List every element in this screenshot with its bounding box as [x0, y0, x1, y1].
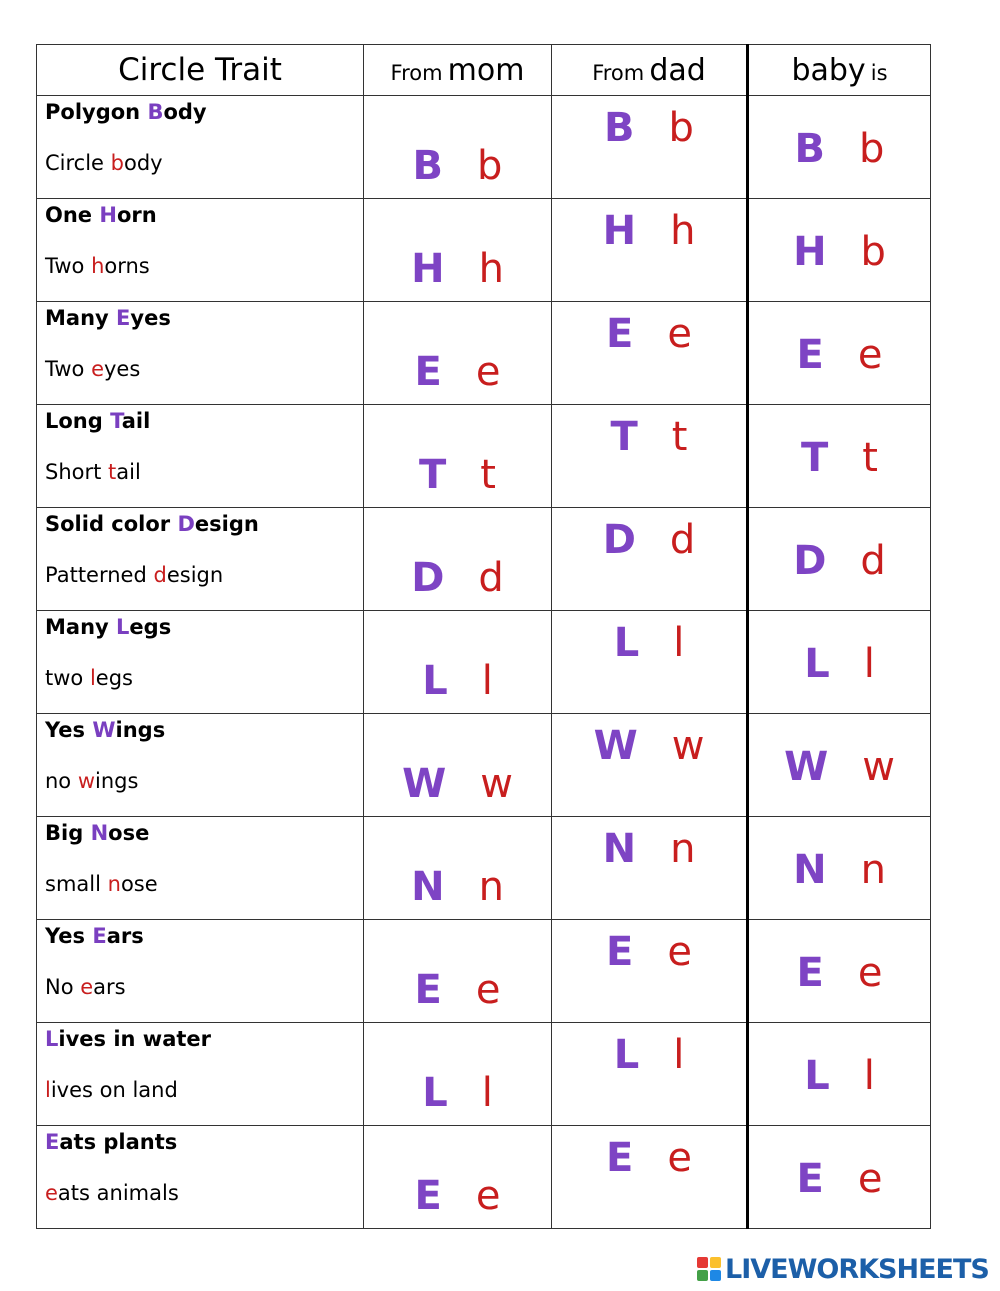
- mom-allele-cell: [364, 1126, 552, 1229]
- baby-allele-pair: [749, 435, 930, 481]
- dad-allele-1: E: [606, 311, 634, 357]
- dominant-trait-text: One: [45, 203, 100, 227]
- dad-allele-cell: [552, 1126, 748, 1229]
- logo-square-yellow: [710, 1257, 721, 1268]
- dad-allele-pair: [552, 517, 746, 563]
- mom-allele-pair: [364, 452, 551, 498]
- dominant-trait: [45, 615, 171, 639]
- dominant-trait-text: Yes: [45, 718, 93, 742]
- trait-cell: [37, 302, 364, 405]
- recessive-trait: [45, 1181, 179, 1205]
- recessive-trait-text: ives on land: [50, 1078, 178, 1102]
- dominant-trait-text: ings: [115, 718, 166, 742]
- dad-allele-cell: [552, 302, 748, 405]
- baby-allele-2: l: [863, 641, 875, 687]
- baby-allele-2: n: [860, 847, 886, 893]
- logo-square-green: [697, 1270, 708, 1281]
- baby-allele-2: d: [860, 538, 886, 584]
- recessive-trait-letter: w: [77, 769, 96, 793]
- recessive-trait-text: no: [45, 769, 78, 793]
- dominant-trait-text: egs: [129, 615, 172, 639]
- dominant-trait-text: Solid color: [45, 512, 178, 536]
- dad-allele-pair: [552, 723, 746, 769]
- baby-allele-pair: [749, 1156, 930, 1202]
- dad-allele-cell: [552, 508, 748, 611]
- baby-allele-1: E: [796, 1156, 824, 1202]
- mom-allele-pair: [364, 864, 551, 910]
- trait-cell: [37, 508, 364, 611]
- baby-allele-cell: [748, 96, 931, 199]
- baby-allele-pair: [749, 950, 930, 996]
- dominant-trait: [45, 409, 150, 433]
- table-row: [37, 405, 931, 508]
- recessive-trait-text: Circle: [45, 151, 111, 175]
- dad-allele-pair: [552, 1135, 746, 1181]
- dad-allele-cell: [552, 405, 748, 508]
- dad-allele-cell: [552, 714, 748, 817]
- dominant-trait-letter: N: [90, 821, 109, 845]
- recessive-trait: [45, 1078, 178, 1102]
- baby-allele-cell: [748, 1023, 931, 1126]
- table-row: [37, 302, 931, 405]
- table-row: [37, 1126, 931, 1229]
- trait-cell: [37, 405, 364, 508]
- baby-allele-pair: [749, 1053, 930, 1099]
- recessive-trait: [45, 666, 133, 690]
- dad-allele-pair: [552, 826, 746, 872]
- dad-allele-1: L: [613, 620, 640, 666]
- trait-cell: [37, 1023, 364, 1126]
- dad-allele-pair: [552, 311, 746, 357]
- dad-allele-1: H: [602, 208, 637, 254]
- trait-cell: [37, 714, 364, 817]
- baby-allele-cell: [748, 714, 931, 817]
- baby-allele-pair: [749, 641, 930, 687]
- mom-allele-2: e: [475, 1173, 501, 1219]
- table-row: [37, 96, 931, 199]
- baby-allele-1: E: [796, 950, 824, 996]
- trait-cell: [37, 611, 364, 714]
- dominant-trait-text: ail: [121, 409, 151, 433]
- mom-allele-pair: [364, 967, 551, 1013]
- dad-allele-2: n: [670, 826, 696, 872]
- dominant-trait-text: ose: [108, 821, 150, 845]
- dad-allele-pair: [552, 208, 746, 254]
- table-row: [37, 920, 931, 1023]
- table-row: [37, 199, 931, 302]
- dominant-trait-text: ats plants: [59, 1130, 178, 1154]
- header-dad: [552, 45, 748, 96]
- mom-allele-1: E: [414, 349, 442, 395]
- mom-allele-2: e: [475, 349, 501, 395]
- baby-allele-2: l: [863, 1053, 875, 1099]
- dad-allele-cell: [552, 1023, 748, 1126]
- mom-allele-1: L: [422, 1070, 448, 1116]
- mom-allele-2: l: [481, 658, 493, 704]
- dad-allele-cell: [552, 199, 748, 302]
- dad-allele-cell: [552, 817, 748, 920]
- dominant-trait-letter: E: [116, 306, 131, 330]
- recessive-trait: [45, 872, 158, 896]
- dominant-trait: [45, 1130, 177, 1154]
- mom-allele-cell: [364, 714, 552, 817]
- dad-allele-1: E: [606, 929, 634, 975]
- mom-allele-1: L: [422, 658, 448, 704]
- dad-allele-1: W: [593, 723, 638, 769]
- mom-allele-2: e: [475, 967, 501, 1013]
- recessive-trait-text: two: [45, 666, 90, 690]
- dad-allele-1: T: [610, 414, 638, 460]
- mom-allele-2: n: [478, 864, 504, 910]
- recessive-trait-text: ail: [116, 460, 141, 484]
- mom-allele-2: t: [480, 452, 496, 498]
- recessive-trait-text: Two: [45, 254, 92, 278]
- table-row: [37, 714, 931, 817]
- recessive-trait: [45, 357, 140, 381]
- dad-allele-pair: [552, 620, 746, 666]
- mom-allele-1: W: [402, 761, 447, 807]
- recessive-trait-letter: n: [107, 872, 121, 896]
- recessive-trait-letter: e: [80, 975, 94, 999]
- dad-allele-2: d: [669, 517, 696, 563]
- mom-allele-cell: [364, 96, 552, 199]
- table-row: [37, 508, 931, 611]
- recessive-trait-text: Patterned: [45, 563, 154, 587]
- dominant-trait: [45, 924, 144, 948]
- baby-allele-pair: [749, 538, 930, 584]
- baby-allele-cell: [748, 405, 931, 508]
- dominant-trait-letter: L: [45, 1027, 59, 1051]
- header-trait-label: Circle Trait: [118, 52, 282, 88]
- recessive-trait-text: yes: [103, 357, 141, 381]
- mom-allele-1: H: [411, 246, 445, 292]
- dad-allele-cell: [552, 920, 748, 1023]
- recessive-trait-text: egs: [95, 666, 133, 690]
- header-baby-word: baby: [791, 52, 866, 88]
- baby-allele-cell: [748, 611, 931, 714]
- trait-cell: [37, 817, 364, 920]
- baby-allele-pair: [749, 229, 930, 275]
- dominant-trait-letter: W: [92, 718, 116, 742]
- recessive-trait-letter: l: [89, 666, 96, 690]
- header-mom-prefix: From: [390, 60, 443, 85]
- mom-allele-cell: [364, 199, 552, 302]
- dominant-trait-letter: D: [177, 512, 195, 536]
- recessive-trait-text: ats animals: [57, 1181, 179, 1205]
- logo-square-blue: [710, 1270, 721, 1281]
- dad-allele-pair: [552, 105, 746, 151]
- dad-allele-cell: [552, 611, 748, 714]
- recessive-trait: [45, 769, 138, 793]
- recessive-trait: [45, 975, 126, 999]
- header-baby-suffix: is: [870, 60, 888, 85]
- dad-allele-2: e: [667, 311, 692, 357]
- recessive-trait-letter: e: [91, 357, 104, 381]
- dad-allele-2: h: [670, 208, 696, 254]
- recessive-trait-text: Two: [45, 357, 92, 381]
- baby-allele-cell: [748, 302, 931, 405]
- baby-allele-2: t: [862, 435, 878, 481]
- mom-allele-pair: [364, 143, 551, 189]
- dominant-trait-letter: L: [116, 615, 130, 639]
- dominant-trait: [45, 203, 157, 227]
- baby-allele-1: W: [784, 744, 829, 790]
- mom-allele-cell: [364, 302, 552, 405]
- mom-allele-2: l: [481, 1070, 493, 1116]
- logo-mark-icon: [697, 1257, 721, 1281]
- dominant-trait-text: ives in water: [58, 1027, 211, 1051]
- dad-allele-2: l: [673, 620, 685, 666]
- recessive-trait-letter: e: [45, 1181, 58, 1205]
- dominant-trait: [45, 306, 171, 330]
- dad-allele-pair: [552, 414, 746, 460]
- mom-allele-1: T: [419, 452, 447, 498]
- dad-allele-1: D: [602, 517, 636, 563]
- baby-allele-1: T: [801, 435, 829, 481]
- dominant-trait-text: yes: [130, 306, 171, 330]
- recessive-trait: [45, 460, 141, 484]
- mom-allele-1: B: [412, 143, 444, 189]
- mom-allele-cell: [364, 508, 552, 611]
- baby-allele-1: L: [804, 1053, 830, 1099]
- dominant-trait-letter: E: [92, 924, 107, 948]
- dominant-trait-text: Many: [45, 306, 117, 330]
- baby-allele-1: L: [804, 641, 830, 687]
- trait-cell: [37, 920, 364, 1023]
- dominant-trait-letter: T: [110, 409, 122, 433]
- baby-allele-cell: [748, 817, 931, 920]
- baby-allele-pair: [749, 847, 930, 893]
- recessive-trait-text: ose: [120, 872, 158, 896]
- dominant-trait-letter: H: [99, 203, 117, 227]
- mom-allele-cell: [364, 817, 552, 920]
- header-trait: [37, 45, 364, 96]
- baby-allele-2: b: [859, 126, 885, 172]
- logo-square-red: [697, 1257, 708, 1268]
- mom-allele-1: D: [411, 555, 445, 601]
- dominant-trait-text: ars: [106, 924, 144, 948]
- recessive-trait: [45, 563, 223, 587]
- mom-allele-pair: [364, 658, 551, 704]
- recessive-trait-letter: t: [108, 460, 117, 484]
- baby-allele-cell: [748, 920, 931, 1023]
- mom-allele-cell: [364, 920, 552, 1023]
- mom-allele-2: h: [478, 246, 504, 292]
- baby-allele-2: e: [857, 950, 883, 996]
- mom-allele-pair: [364, 1070, 551, 1116]
- dominant-trait-text: Long: [45, 409, 111, 433]
- dominant-trait: [45, 1027, 211, 1051]
- baby-allele-2: w: [862, 744, 895, 790]
- baby-allele-1: D: [793, 538, 827, 584]
- dominant-trait: [45, 512, 259, 536]
- header-row: [37, 45, 931, 96]
- mom-allele-1: E: [414, 967, 442, 1013]
- recessive-trait-text: esign: [166, 563, 224, 587]
- dad-allele-2: l: [673, 1032, 685, 1078]
- mom-allele-2: d: [478, 555, 504, 601]
- dad-allele-cell: [552, 96, 748, 199]
- dad-allele-1: B: [604, 105, 635, 151]
- header-mom: [364, 45, 552, 96]
- logo-text: LIVEWORKSHEETS: [725, 1253, 989, 1285]
- dominant-trait-text: Polygon: [45, 100, 148, 124]
- header-mom-word: mom: [447, 52, 525, 88]
- mom-allele-cell: [364, 1023, 552, 1126]
- baby-allele-cell: [748, 508, 931, 611]
- dominant-trait-text: Big: [45, 821, 91, 845]
- mom-allele-cell: [364, 611, 552, 714]
- dad-allele-2: t: [671, 414, 688, 460]
- mom-allele-1: N: [411, 864, 445, 910]
- dad-allele-1: L: [613, 1032, 640, 1078]
- mom-allele-pair: [364, 555, 551, 601]
- table-row: [37, 1023, 931, 1126]
- dad-allele-2: e: [667, 1135, 692, 1181]
- mom-allele-pair: [364, 761, 551, 807]
- dominant-trait-text: orn: [116, 203, 157, 227]
- table-row: [37, 611, 931, 714]
- mom-allele-pair: [364, 349, 551, 395]
- dad-allele-pair: [552, 929, 746, 975]
- baby-allele-1: B: [794, 126, 826, 172]
- dominant-trait-text: Yes: [45, 924, 93, 948]
- baby-allele-1: H: [793, 229, 827, 275]
- recessive-trait-letter: l: [45, 1078, 51, 1102]
- mom-allele-1: E: [414, 1173, 442, 1219]
- baby-allele-2: e: [857, 332, 883, 378]
- table-row: [37, 817, 931, 920]
- dad-allele-pair: [552, 1032, 746, 1078]
- dominant-trait-text: esign: [194, 512, 259, 536]
- recessive-trait-text: orns: [104, 254, 150, 278]
- baby-allele-2: e: [857, 1156, 883, 1202]
- baby-allele-1: N: [793, 847, 827, 893]
- recessive-trait-text: No: [45, 975, 81, 999]
- recessive-trait-text: ings: [95, 769, 139, 793]
- mom-allele-pair: [364, 246, 551, 292]
- mom-allele-cell: [364, 405, 552, 508]
- dominant-trait-text: Many: [45, 615, 117, 639]
- recessive-trait: [45, 151, 163, 175]
- trait-worksheet-table: [36, 44, 931, 1229]
- baby-allele-cell: [748, 1126, 931, 1229]
- dominant-trait: [45, 821, 149, 845]
- mom-allele-pair: [364, 1173, 551, 1219]
- recessive-trait-text: small: [45, 872, 108, 896]
- recessive-trait-text: Short: [45, 460, 109, 484]
- liveworksheets-logo: [697, 1254, 989, 1284]
- trait-cell: [37, 1126, 364, 1229]
- dad-allele-2: b: [668, 105, 694, 151]
- baby-allele-2: b: [860, 229, 886, 275]
- baby-allele-1: E: [796, 332, 824, 378]
- recessive-trait-text: ody: [124, 151, 163, 175]
- dad-allele-1: N: [602, 826, 637, 872]
- header-dad-word: dad: [649, 52, 706, 88]
- dominant-trait: [45, 718, 165, 742]
- header-dad-prefix: From: [592, 60, 645, 85]
- baby-allele-pair: [749, 126, 930, 172]
- dad-allele-2: w: [671, 723, 705, 769]
- dad-allele-1: E: [606, 1135, 634, 1181]
- baby-allele-pair: [749, 332, 930, 378]
- header-baby: [748, 45, 931, 96]
- recessive-trait: [45, 254, 150, 278]
- recessive-trait-letter: b: [110, 151, 124, 175]
- recessive-trait-text: ars: [93, 975, 126, 999]
- dominant-trait-letter: B: [147, 100, 164, 124]
- recessive-trait-letter: h: [91, 254, 105, 278]
- baby-allele-pair: [749, 744, 930, 790]
- trait-cell: [37, 96, 364, 199]
- dominant-trait-letter: E: [45, 1130, 60, 1154]
- mom-allele-2: w: [480, 761, 513, 807]
- dominant-trait-text: ody: [163, 100, 207, 124]
- dad-allele-2: e: [667, 929, 692, 975]
- recessive-trait-letter: d: [153, 563, 167, 587]
- dominant-trait: [45, 100, 207, 124]
- trait-cell: [37, 199, 364, 302]
- mom-allele-2: b: [477, 143, 503, 189]
- baby-allele-cell: [748, 199, 931, 302]
